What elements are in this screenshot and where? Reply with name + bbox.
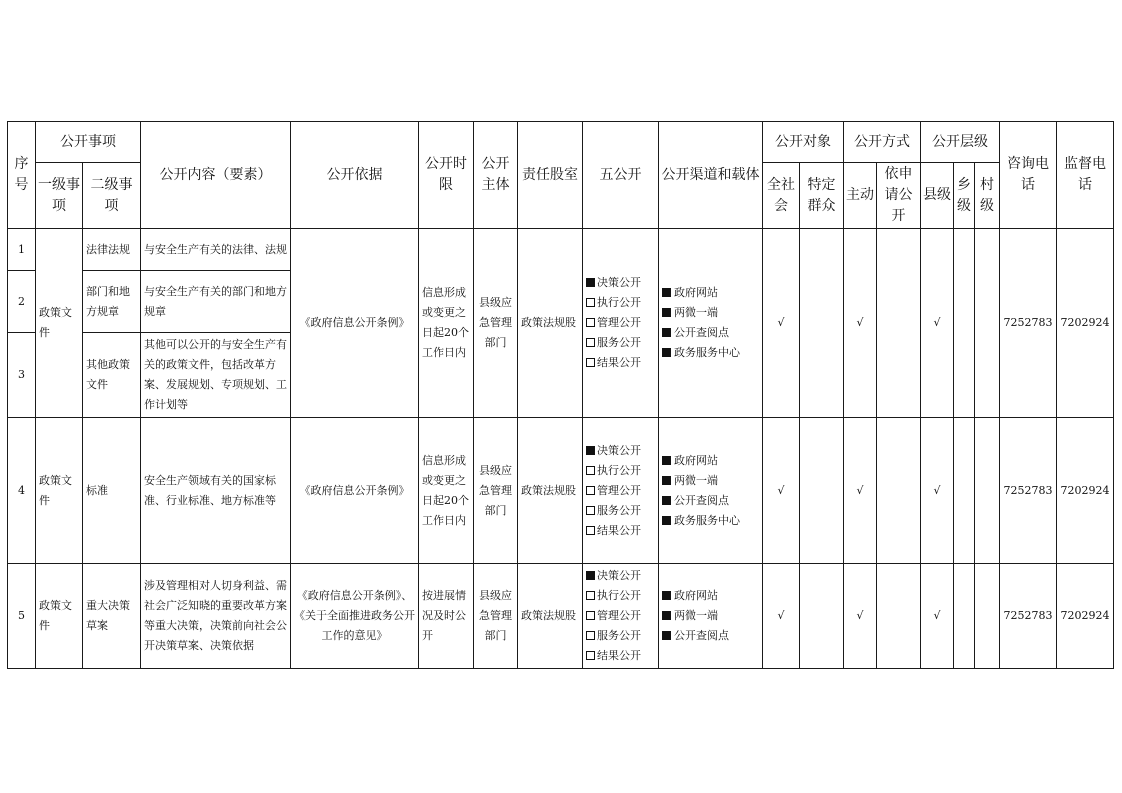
channel-list [659, 418, 763, 564]
header-consult: 咨询电话 [1000, 122, 1057, 229]
obj-specific-cell [800, 564, 844, 669]
header-lv-village: 村级 [975, 163, 1000, 229]
header-items-group: 公开事项 [36, 122, 141, 163]
method-active-check: √ [844, 564, 877, 669]
square-bullet-icon [662, 611, 671, 620]
five-item: 服务公开 [586, 501, 655, 521]
header-method-request: 依申请公开 [877, 163, 921, 229]
row-level2: 其他政策文件 [83, 333, 141, 418]
row-time-limit: 按进展情况及时公开 [419, 564, 474, 669]
row-level2: 法律法规 [83, 229, 141, 271]
header-level2: 二级事项 [83, 163, 141, 229]
header-level-group: 公开层级 [921, 122, 1000, 163]
row-content: 与安全生产有关的部门和地方规章 [141, 271, 291, 333]
checkbox-empty-icon [586, 358, 595, 367]
five-item: 结果公开 [586, 353, 655, 373]
square-bullet-icon [662, 288, 671, 297]
five-item: 决策公开 [586, 273, 655, 293]
row-dept: 政策法规股 [518, 229, 583, 418]
row-level1: 政策文件 [36, 229, 83, 418]
level-county-check: √ [921, 229, 954, 418]
table-row [8, 564, 1114, 669]
channel-item: 公开查阅点 [662, 626, 759, 646]
consult-phone: 7252783 [1000, 418, 1057, 564]
level-county-check: √ [921, 418, 954, 564]
five-item: 执行公开 [586, 586, 655, 606]
five-item: 结果公开 [586, 521, 655, 541]
five-public-list [583, 229, 659, 418]
header-subject: 公开主体 [474, 122, 518, 229]
row-seq: 2 [8, 271, 36, 333]
square-bullet-icon [662, 496, 671, 505]
channel-item: 公开查阅点 [662, 491, 759, 511]
header-obj-specific: 特定群众 [800, 163, 844, 229]
row-content: 安全生产领域有关的国家标准、行业标准、地方标准等 [141, 418, 291, 564]
row-level1: 政策文件 [36, 418, 83, 564]
square-bullet-icon [662, 591, 671, 600]
supervise-phone: 7202924 [1057, 418, 1114, 564]
channel-item: 政府网站 [662, 586, 759, 606]
level-town-cell [954, 229, 975, 418]
checkbox-empty-icon [586, 506, 595, 515]
five-item: 执行公开 [586, 461, 655, 481]
checkbox-empty-icon [586, 298, 595, 307]
row-dept: 政策法规股 [518, 564, 583, 669]
row-seq: 5 [8, 564, 36, 669]
five-item: 服务公开 [586, 626, 655, 646]
row-basis: 《政府信息公开条例》、《关于全面推进政务公开工作的意见》 [291, 564, 419, 669]
obj-all-check: √ [763, 229, 800, 418]
channel-item: 两微一端 [662, 606, 759, 626]
five-item: 执行公开 [586, 293, 655, 313]
supervise-phone: 7202924 [1057, 564, 1114, 669]
header-content: 公开内容（要素） [141, 122, 291, 229]
supervise-phone: 7202924 [1057, 229, 1114, 418]
method-request-cell [877, 418, 921, 564]
checkbox-checked-icon [586, 571, 595, 580]
row-time-limit: 信息形成或变更之日起20个工作日内 [419, 229, 474, 418]
header-method-group: 公开方式 [844, 122, 921, 163]
five-item: 决策公开 [586, 441, 655, 461]
table-row [8, 229, 1114, 271]
five-public-list [583, 564, 659, 669]
row-subject: 县级应急管理部门 [474, 229, 518, 418]
obj-all-check: √ [763, 564, 800, 669]
method-request-cell [877, 229, 921, 418]
channel-list [659, 564, 763, 669]
level-town-cell [954, 418, 975, 564]
row-content: 其他可以公开的与安全生产有关的政策文件，包括改革方案、发展规划、专项规划、工作计划等 [141, 333, 291, 418]
square-bullet-icon [662, 476, 671, 485]
row-seq: 3 [8, 333, 36, 418]
channel-item: 两微一端 [662, 471, 759, 491]
five-item: 决策公开 [586, 566, 655, 586]
checkbox-empty-icon [586, 651, 595, 660]
consult-phone: 7252783 [1000, 229, 1057, 418]
header-time-limit: 公开时限 [419, 122, 474, 229]
checkbox-empty-icon [586, 318, 595, 327]
disclosure-table [7, 121, 1114, 669]
header-five: 五公开 [583, 122, 659, 229]
header-level1: 一级事项 [36, 163, 83, 229]
row-basis: 《政府信息公开条例》 [291, 229, 419, 418]
checkbox-empty-icon [586, 338, 595, 347]
header-method-active: 主动 [844, 163, 877, 229]
row-seq: 1 [8, 229, 36, 271]
level-village-cell [975, 229, 1000, 418]
checkbox-empty-icon [586, 526, 595, 535]
checkbox-empty-icon [586, 486, 595, 495]
channel-list [659, 229, 763, 418]
header-supervise: 监督电话 [1057, 122, 1114, 229]
channel-item: 政务服务中心 [662, 343, 759, 363]
square-bullet-icon [662, 348, 671, 357]
obj-all-check: √ [763, 418, 800, 564]
header-channel: 公开渠道和载体 [659, 122, 763, 229]
square-bullet-icon [662, 516, 671, 525]
five-public-list [583, 418, 659, 564]
row-content: 与安全生产有关的法律、法规 [141, 229, 291, 271]
row-basis: 《政府信息公开条例》 [291, 418, 419, 564]
checkbox-empty-icon [586, 611, 595, 620]
level-village-cell [975, 418, 1000, 564]
five-item: 管理公开 [586, 606, 655, 626]
five-item: 结果公开 [586, 646, 655, 666]
checkbox-empty-icon [586, 466, 595, 475]
five-item: 服务公开 [586, 333, 655, 353]
header-seq: 序号 [8, 122, 36, 229]
row-seq: 4 [8, 418, 36, 564]
header-basis: 公开依据 [291, 122, 419, 229]
checkbox-empty-icon [586, 591, 595, 600]
header-lv-town: 乡级 [954, 163, 975, 229]
checkbox-empty-icon [586, 631, 595, 640]
row-subject: 县级应急管理部门 [474, 564, 518, 669]
obj-specific-cell [800, 418, 844, 564]
table-row [8, 418, 1114, 564]
row-level1: 政策文件 [36, 564, 83, 669]
method-active-check: √ [844, 418, 877, 564]
channel-item: 公开查阅点 [662, 323, 759, 343]
square-bullet-icon [662, 631, 671, 640]
level-village-cell [975, 564, 1000, 669]
method-request-cell [877, 564, 921, 669]
square-bullet-icon [662, 456, 671, 465]
square-bullet-icon [662, 328, 671, 337]
header-lv-county: 县级 [921, 163, 954, 229]
five-item: 管理公开 [586, 481, 655, 501]
channel-item: 政府网站 [662, 283, 759, 303]
consult-phone: 7252783 [1000, 564, 1057, 669]
channel-item: 政务服务中心 [662, 511, 759, 531]
row-level2: 部门和地方规章 [83, 271, 141, 333]
row-time-limit: 信息形成或变更之日起20个工作日内 [419, 418, 474, 564]
checkbox-checked-icon [586, 278, 595, 287]
header-obj-all: 全社会 [763, 163, 800, 229]
level-town-cell [954, 564, 975, 669]
row-level2: 重大决策草案 [83, 564, 141, 669]
header-dept: 责任股室 [518, 122, 583, 229]
method-active-check: √ [844, 229, 877, 418]
level-county-check: √ [921, 564, 954, 669]
row-content: 涉及管理相对人切身利益、需社会广泛知晓的重要改革方案等重大决策，决策前向社会公开决策草案、决策依据 [141, 564, 291, 669]
obj-specific-cell [800, 229, 844, 418]
row-subject: 县级应急管理部门 [474, 418, 518, 564]
row-level2: 标准 [83, 418, 141, 564]
channel-item: 两微一端 [662, 303, 759, 323]
five-item: 管理公开 [586, 313, 655, 333]
square-bullet-icon [662, 308, 671, 317]
checkbox-checked-icon [586, 446, 595, 455]
row-dept: 政策法规股 [518, 418, 583, 564]
header-object-group: 公开对象 [763, 122, 844, 163]
channel-item: 政府网站 [662, 451, 759, 471]
